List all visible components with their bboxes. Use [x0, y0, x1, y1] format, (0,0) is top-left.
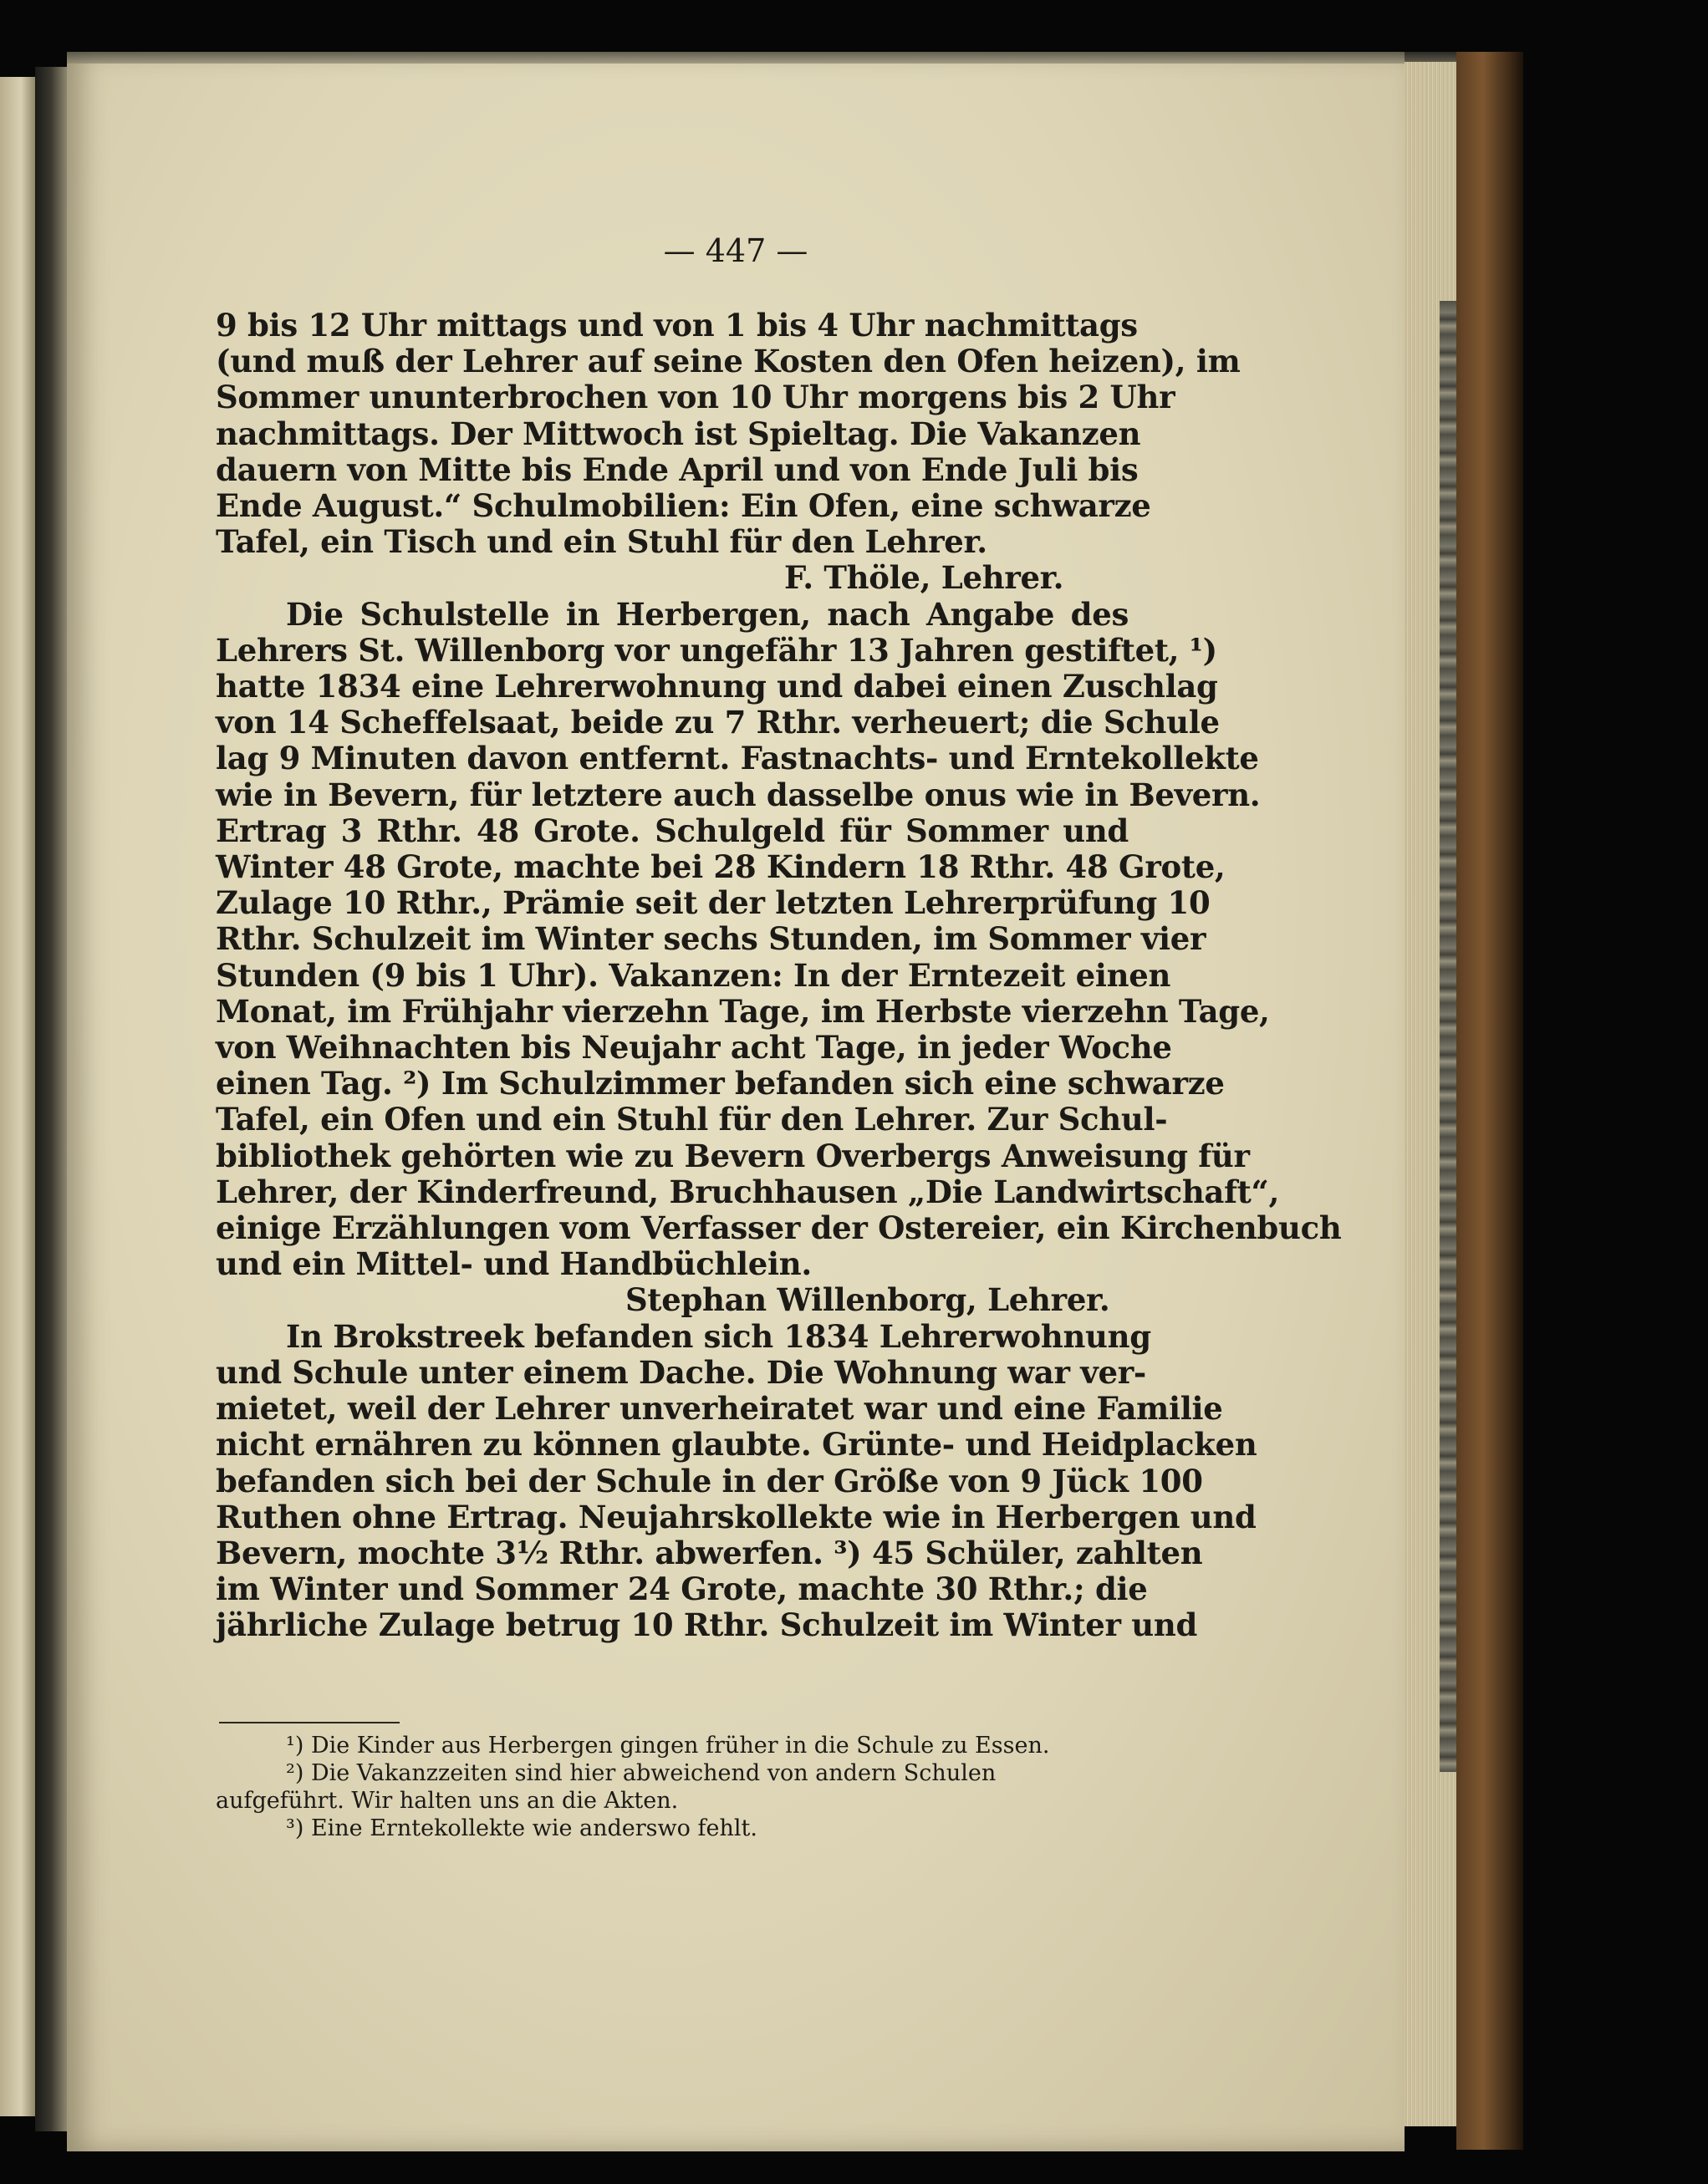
left-page-edge [0, 77, 35, 2116]
text-line: hatte 1834 eine Lehrerwohnung und dabei einen Zuschlag [216, 668, 1218, 705]
text-line: lag 9 Minuten davon entfernt. Fastnachts- und Erntekollekte [216, 740, 1259, 777]
text-line: und Schule unter einem Dache. Die Wohnung war ver- [216, 1353, 1146, 1391]
footnotes [216, 1732, 1127, 1842]
body-text [216, 307, 1342, 1644]
text-line: mietet, weil der Lehrer unverheiratet war und eine Familie [216, 1390, 1223, 1428]
text-line: einen Tag. ²) Im Schulzimmer befanden sich eine schwarze [216, 1065, 1225, 1102]
paragraph-herbergen [216, 595, 1342, 1283]
text-line: Winter 48 Grote, machte bei 28 Kindern 18 Rthr. 48 Grote, [216, 848, 1226, 886]
text-line: im Winter und Sommer 24 Grote, machte 30 Rthr.; die [216, 1571, 1148, 1608]
text-line: Zulage 10 Rthr., Prämie seit der letzten Lehrerprüfung 10 [216, 884, 1211, 922]
text-line: einige Erzählungen vom Verfasser der Ostereier, ein Kirchenbuch [216, 1209, 1342, 1247]
text-line: jährliche Zulage betrug 10 Rthr. Schulzeit im Winter und [216, 1606, 1198, 1644]
text-line: wie in Bevern, für letztere auch dasselbe onus wie in Bevern. [216, 776, 1261, 813]
page-top-edge [67, 52, 1456, 64]
text-line: und ein Mittel- und Handbüchlein. [216, 1245, 812, 1283]
text-line: Sommer ununterbrochen von 10 Uhr morgens bis 2 Uhr [216, 379, 1175, 416]
footnote-rule [219, 1722, 400, 1723]
text-line: von Weihnachten bis Neujahr acht Tage, in jeder Woche [216, 1029, 1172, 1067]
text-line: nachmittags. Der Mittwoch ist Spieltag. Die Vakanzen [216, 415, 1141, 452]
text-line: 9 bis 12 Uhr mittags und von 1 bis 4 Uhr nachmittags [216, 307, 1138, 344]
text-line: (und muß der Lehrer auf seine Kosten den Ofen heizen), im [216, 343, 1241, 380]
paragraph-1 [216, 307, 1241, 561]
text-line: nicht ernähren zu können glaubte. Grünte- und Heidplacken [216, 1426, 1257, 1464]
footnote-3: ³) Eine Erntekollekte wie anderswo fehlt. [286, 1815, 757, 1841]
footnote-1: ¹) Die Kinder aus Herbergen gingen früher in die Schule zu Essen. [286, 1733, 1050, 1759]
text-line: Stunden (9 bis 1 Uhr). Vakanzen: In der Erntezeit einen [216, 956, 1171, 994]
text-line: Tafel, ein Ofen und ein Stuhl für den Lehrer. Zur Schul- [216, 1101, 1168, 1138]
text-line: Lehrers St. Willenborg vor ungefähr 13 Jahren gestiftet, ¹) [216, 631, 1217, 669]
text-line: von 14 Scheffelsaat, beide zu 7 Rthr. verheuert; die Schule [216, 704, 1220, 741]
text-line: Monat, im Frühjahr vierzehn Tage, im Herbste vierzehn Tage, [216, 992, 1270, 1030]
footnote-2: ²) Die Vakanzzeiten sind hier abweichend von andern Schulen [286, 1760, 997, 1786]
text-line: Ruthen ohne Ertrag. Neujahrskollekte wie in Herbergen und [216, 1498, 1257, 1535]
text-line: Die Schulstelle in Herbergen, nach Angabe des [286, 595, 1129, 633]
text-line: Lehrer, der Kinderfreund, Bruchhausen „Die Landwirtschaft“, [216, 1173, 1280, 1210]
signature-willenborg: Stephan Willenborg, Lehrer. [625, 1281, 1110, 1319]
page-number: — 447 — [663, 232, 808, 269]
footnote-2-continued: aufgeführt. Wir halten uns an die Akten. [216, 1788, 679, 1814]
text-line: Rthr. Schulzeit im Winter sechs Stunden, im Sommer vier [216, 920, 1206, 958]
text-line: dauern von Mitte bis Ende April und von Ende Juli bis [216, 451, 1139, 488]
text-line: Ende August.“ Schulmobilien: Ein Ofen, eine schwarze [216, 487, 1151, 525]
text-line: In Brokstreek befanden sich 1834 Lehrerwohnung [286, 1317, 1151, 1355]
text-line: befanden sich bei der Schule in der Größe von 9 Jück 100 [216, 1462, 1203, 1499]
text-line: Ertrag 3 Rthr. 48 Grote. Schulgeld für Sommer und [216, 812, 1129, 849]
paragraph-brokstreek [216, 1317, 1257, 1644]
text-line: Bevern, mochte 3½ Rthr. abwerfen. ³) 45 Schüler, zahlten [216, 1534, 1203, 1571]
book-cover-spine [1456, 52, 1523, 2150]
text-line: Tafel, ein Tisch und ein Stuhl für den Lehrer. [216, 523, 987, 561]
signature-thoele: F. Thöle, Lehrer. [784, 559, 1064, 597]
book-gutter [35, 67, 67, 2131]
text-line: bibliothek gehörten wie zu Bevern Overbergs Anweisung für [216, 1137, 1250, 1174]
